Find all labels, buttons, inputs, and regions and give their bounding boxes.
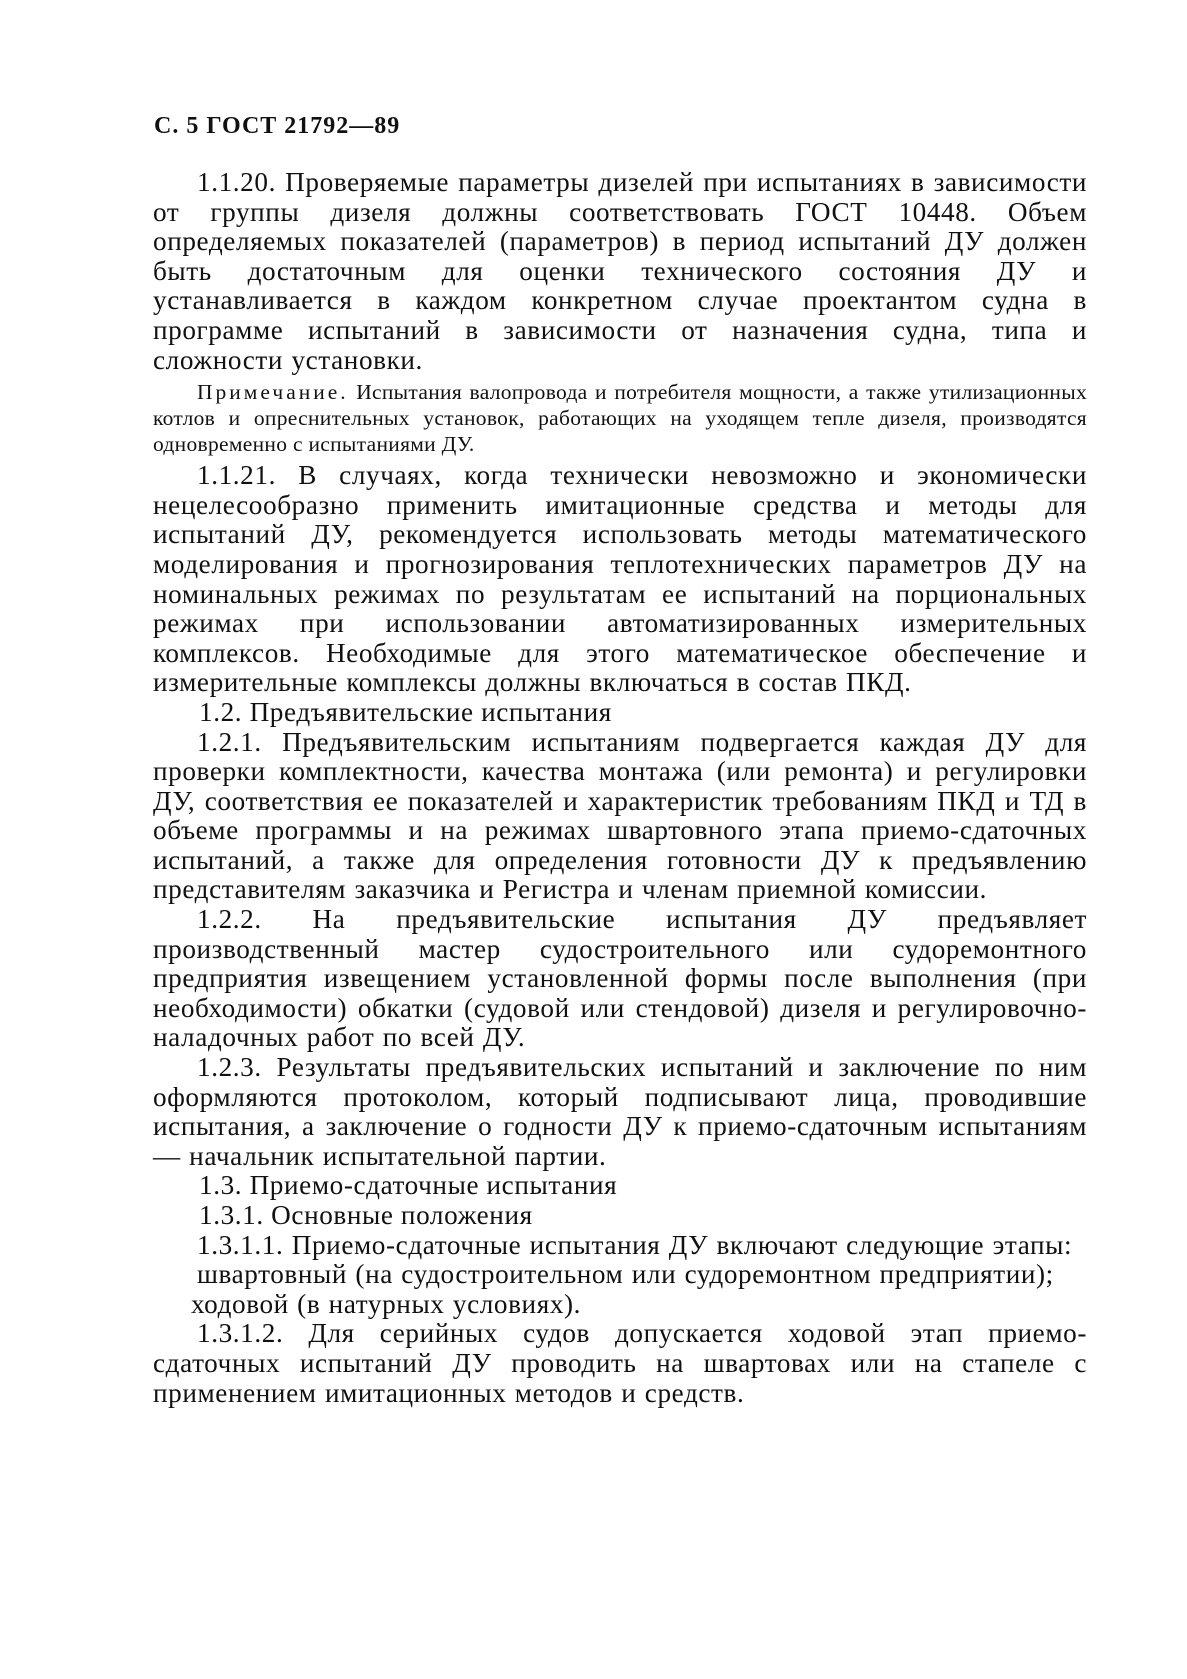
- heading-1-2: 1.2. Предъявительские испытания: [199, 696, 612, 727]
- paragraph-1-2-3: 1.2.3. Результаты предъявительских испытаний и заключение по ним оформляются протоколом, который подписывают лица, проводившие испытания, а заключение о годности ДУ к приемо-сдаточным испытаниям — начальник испытательной партии.: [153, 1052, 1087, 1171]
- note-label: Примечание.: [197, 380, 349, 405]
- page-header: С. 5 ГОСТ 21792—89: [154, 113, 401, 139]
- note-text: Испытания валопровода и потребителя мощности, а также утилизационных котлов и опреснительных установок, работающих на уходящем тепле дизеля, производятся одновременно с испытаниями ДУ.: [153, 380, 1087, 457]
- note-paragraph: [153, 379, 1087, 457]
- heading-1-3-1: 1.3.1. Основные положения: [199, 1200, 533, 1230]
- paragraph-1-2-1: 1.2.1. Предъявительским испытаниям подвергается каждая ДУ для проверки комплектности, качества монтажа (или ремонта) и регулировки ДУ, соответствия ее показателей и характеристик требованиям ПКД и ТД в объеме программы и на режимах швартовного этапа приемо-сдаточных испытаний, а также для определения готовности ДУ к предъявлению представителям заказчика и Регистра и членам приемной комиссии.: [153, 726, 1087, 905]
- paragraph-1-1-20: 1.1.20. Проверяемые параметры дизелей при испытаниях в зависимости от группы дизеля должны соответствовать ГОСТ 10448. Объем определяемых показателей (параметров) в период испытаний ДУ должен быть достаточным для оценки технического состояния ДУ и устанавливается в каждом конкретном случае проектантом судна в программе испытаний в зависимости от назначения судна, типа и сложности установки.: [153, 167, 1087, 375]
- stage-item-mooring: швартовный (на судостроительном или судоремонтном предприятии);: [197, 1259, 1054, 1290]
- heading-1-3: 1.3. Приемо-сдаточные испытания: [199, 1170, 618, 1201]
- paragraph-1-1-21: 1.1.21. В случаях, когда технически невозможно и экономически нецелесообразно применить имитационные средства и методы для испытаний ДУ, рекомендуется использовать методы математического моделирования и прогнозирования теплотехнических параметров ДУ на номинальных режимах по результатам ее испытаний на порциональных режимах при использовании автоматизированных измерительных комплексов. Необходимые для этого математическое обеспечение и измерительные комплексы должны включаться в состав ПКД.: [153, 460, 1087, 698]
- stage-item-sea-trial: ходовой (в натурных условиях).: [191, 1288, 582, 1319]
- paragraph-1-2-2: 1.2.2. На предъявительские испытания ДУ предъявляет производственный мастер судостроительного или судоремонтного предприятия извещением установленной формы после выполнения (при необходимости) обкатки (судовой или стендовой) дизеля и регулировочно-наладочных работ по всей ДУ.: [153, 904, 1087, 1053]
- paragraph-1-3-1-1: 1.3.1.1. Приемо-сдаточные испытания ДУ включают следующие этапы:: [197, 1229, 1073, 1260]
- paragraph-1-3-1-2: 1.3.1.2. Для серийных судов допускается ходовой этап приемо-сдаточных испытаний ДУ проводить на швартовах или на стапеле с применением имитационных методов и средств.: [153, 1318, 1087, 1408]
- document-body: [153, 168, 1087, 1408]
